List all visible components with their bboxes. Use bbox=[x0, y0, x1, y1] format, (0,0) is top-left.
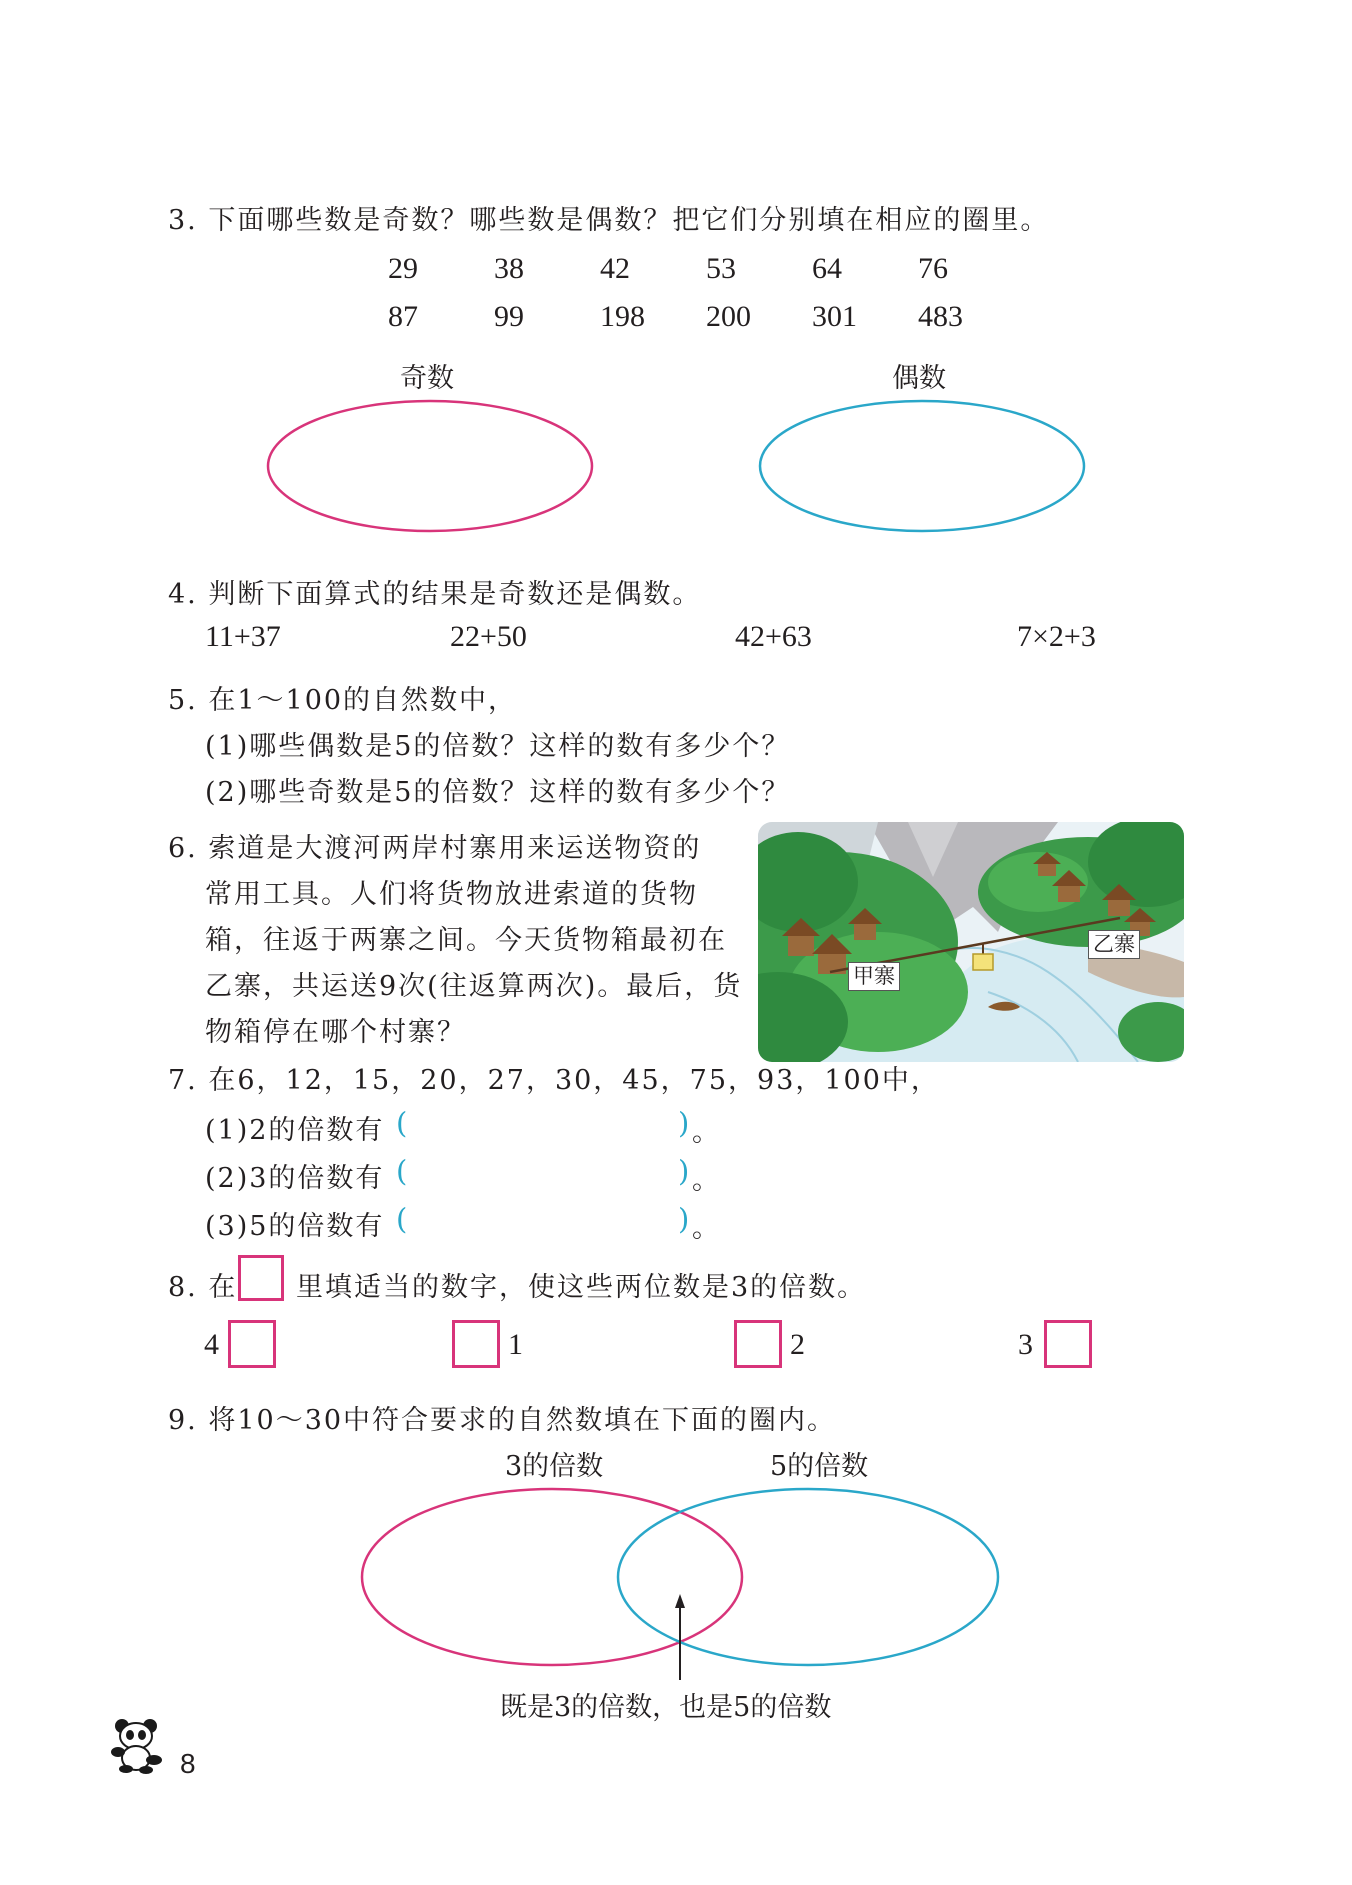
q6-line: 箱，往返于两寨之间。今天货物箱最初在 bbox=[205, 925, 727, 956]
open-paren: ( bbox=[396, 1154, 408, 1188]
page-number: 8 bbox=[180, 1748, 196, 1779]
number-cell: 38 bbox=[494, 252, 524, 285]
digit-answer-box[interactable] bbox=[1044, 1320, 1092, 1368]
digit: 2 bbox=[790, 1328, 805, 1361]
period: 。 bbox=[692, 1213, 721, 1244]
q6-line: 常用工具。人们将货物放进索道的货物 bbox=[205, 879, 698, 910]
number-cell: 200 bbox=[706, 300, 751, 333]
number-cell: 53 bbox=[706, 252, 736, 285]
q7-answer-blank-1[interactable] bbox=[410, 1106, 674, 1144]
digit-answer-box[interactable] bbox=[228, 1320, 276, 1368]
q8-prompt-end: 里填适当的数字，使这些两位数是3的倍数。 bbox=[296, 1272, 867, 1303]
number-cell: 99 bbox=[494, 300, 524, 333]
multiples-of-3-oval[interactable] bbox=[362, 1489, 742, 1665]
number-cell: 301 bbox=[812, 300, 857, 333]
number-cell: 87 bbox=[388, 300, 418, 333]
q5-sub1: (1)哪些偶数是5的倍数？这样的数有多少个？ bbox=[205, 731, 791, 762]
digit-answer-box[interactable] bbox=[734, 1320, 782, 1368]
expression: 7×2+3 bbox=[1017, 620, 1096, 653]
q9-prompt: 9. 将10～30中符合要求的自然数填在下面的圈内。 bbox=[168, 1405, 837, 1436]
number-cell: 483 bbox=[918, 300, 963, 333]
expression: 11+37 bbox=[205, 620, 281, 653]
multiples-of-3-label: 3的倍数 bbox=[505, 1451, 604, 1482]
q3-prompt: 3. 下面哪些数是奇数？哪些数是偶数？把它们分别填在相应的圈里。 bbox=[168, 205, 1050, 236]
number-cell: 42 bbox=[600, 252, 630, 285]
q6-line: 物箱停在哪个村寨？ bbox=[205, 1017, 466, 1048]
village-a-label: 甲寨 bbox=[848, 962, 900, 991]
number-cell: 198 bbox=[600, 300, 645, 333]
digit: 1 bbox=[508, 1328, 523, 1361]
panda-icon bbox=[110, 1718, 170, 1774]
expression: 22+50 bbox=[450, 620, 527, 653]
number-cell: 64 bbox=[812, 252, 842, 285]
multiples-of-5-oval[interactable] bbox=[618, 1489, 998, 1665]
digit: 3 bbox=[1018, 1328, 1033, 1361]
q5-sub2: (2)哪些奇数是5的倍数？这样的数有多少个？ bbox=[205, 777, 791, 808]
q8-prompt-start: 8. 在 bbox=[168, 1272, 238, 1303]
q6-line: 6. 索道是大渡河两岸村寨用来运送物资的 bbox=[168, 833, 702, 864]
q7-answer-blank-3[interactable] bbox=[410, 1202, 674, 1240]
close-paren: ) bbox=[678, 1106, 690, 1140]
overlap-pointer-arrow bbox=[675, 1594, 685, 1608]
q7-sub3: (3)5的倍数有 bbox=[205, 1211, 385, 1242]
close-paren: ) bbox=[678, 1154, 690, 1188]
period: 。 bbox=[692, 1117, 721, 1148]
number-cell: 76 bbox=[918, 252, 948, 285]
digit: 4 bbox=[204, 1328, 219, 1361]
cableway-illustration bbox=[758, 822, 1184, 1062]
q5-prompt: 5. 在1～100的自然数中， bbox=[168, 685, 518, 716]
odd-label: 奇数 bbox=[400, 363, 454, 394]
example-answer-box bbox=[238, 1255, 284, 1301]
number-cell: 29 bbox=[388, 252, 418, 285]
q6-line: 乙寨，共运送9次(往返算两次)。最后，货 bbox=[205, 971, 743, 1002]
overlap-label: 既是3的倍数，也是5的倍数 bbox=[500, 1692, 832, 1723]
even-label: 偶数 bbox=[892, 363, 946, 394]
q4-prompt: 4. 判断下面算式的结果是奇数还是偶数。 bbox=[168, 579, 702, 610]
q7-sub2: (2)3的倍数有 bbox=[205, 1163, 385, 1194]
q7-answer-blank-2[interactable] bbox=[410, 1154, 674, 1192]
close-paren: ) bbox=[678, 1202, 690, 1236]
village-b-label: 乙寨 bbox=[1088, 930, 1140, 959]
q7-prompt: 7. 在6，12，15，20，27，30，45，75，93，100中， bbox=[168, 1065, 940, 1096]
digit-answer-box[interactable] bbox=[452, 1320, 500, 1368]
open-paren: ( bbox=[396, 1106, 408, 1140]
multiples-of-5-label: 5的倍数 bbox=[770, 1451, 869, 1482]
open-paren: ( bbox=[396, 1202, 408, 1236]
period: 。 bbox=[692, 1165, 721, 1196]
even-answer-oval[interactable] bbox=[760, 401, 1084, 531]
odd-answer-oval[interactable] bbox=[268, 401, 592, 531]
expression: 42+63 bbox=[735, 620, 812, 653]
q7-sub1: (1)2的倍数有 bbox=[205, 1115, 385, 1146]
